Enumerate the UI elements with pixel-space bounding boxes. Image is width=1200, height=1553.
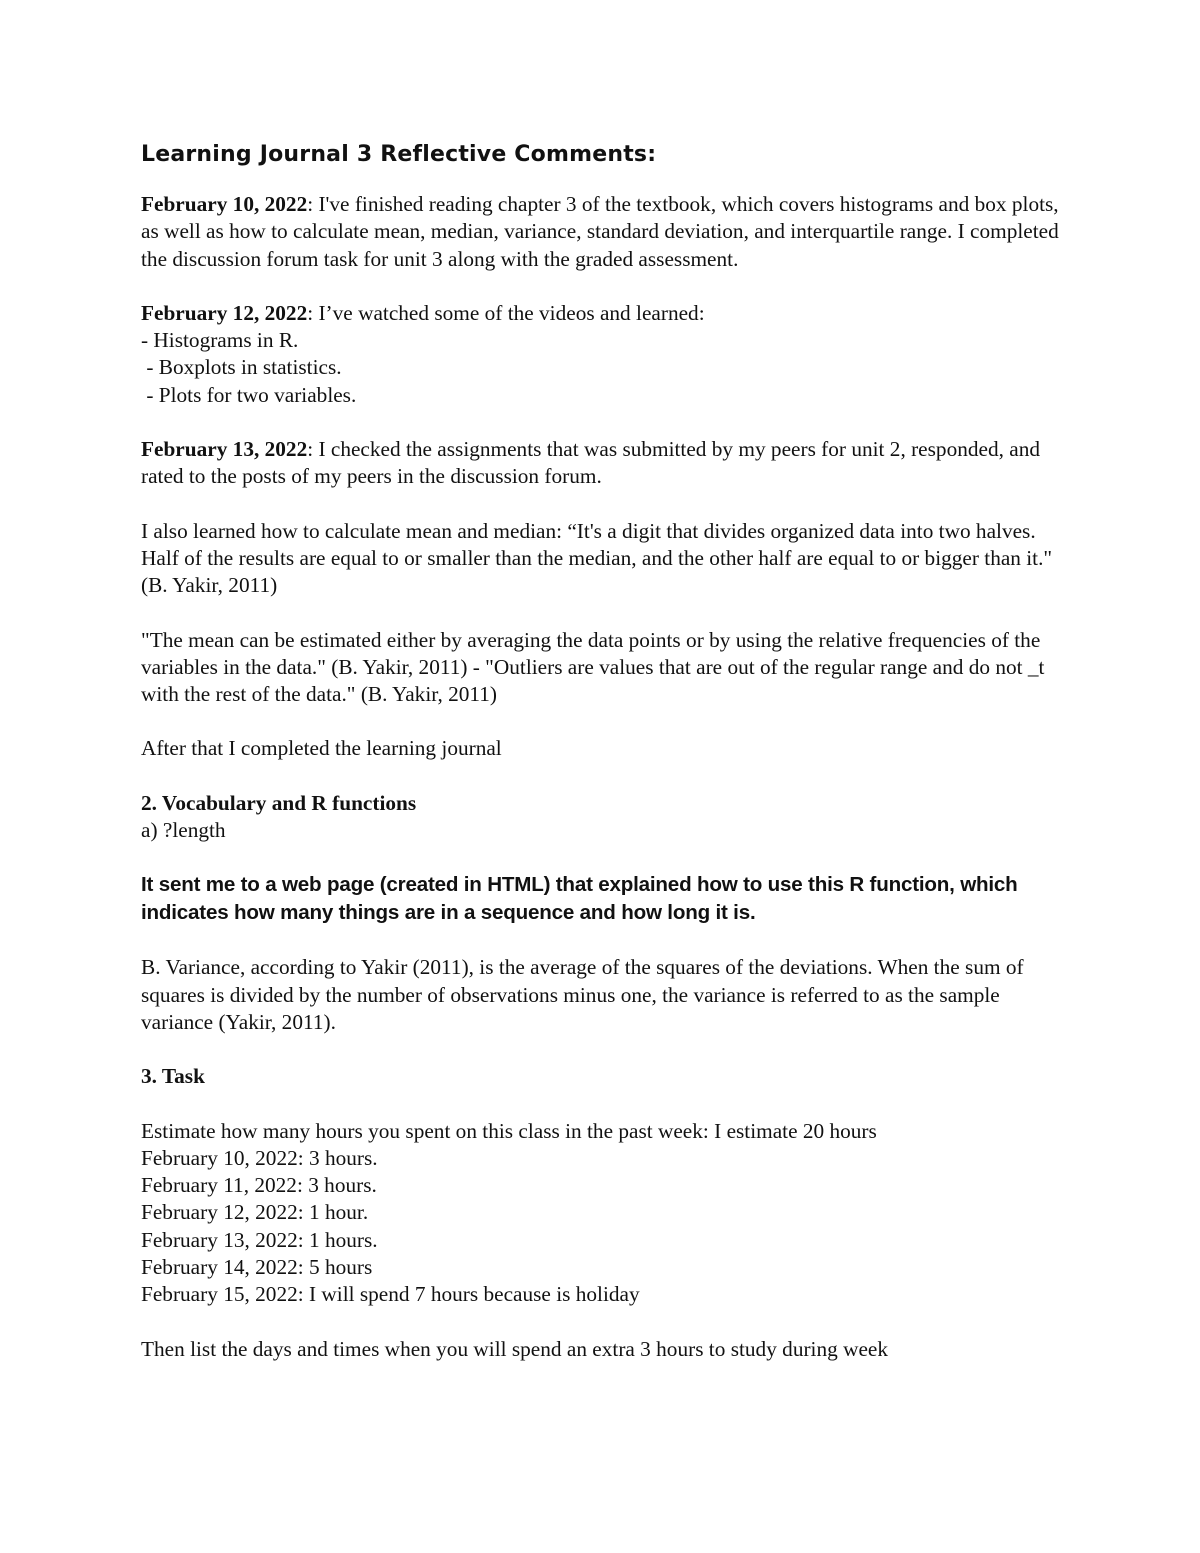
after-paragraph: After that I completed the learning journal	[141, 736, 502, 761]
hours-line: February 11, 2022: 3 hours.	[141, 1173, 377, 1198]
item-a: a) ?length	[141, 818, 226, 843]
list-item: - Plots for two variables.	[141, 382, 357, 407]
hours-line: February 15, 2022: I will spend 7 hours because is holiday	[141, 1282, 640, 1307]
entry-text: : I've finished reading chapter 3 of the textbook, which covers histograms and box plots, as well as how to calculate mean, median, variance, standard deviation, and interquartile range. I completed the discussion forum task for unit 3 along with the graded assessment.	[141, 192, 1059, 271]
journal-entry-feb-10	[141, 191, 1071, 273]
hours-line: February 14, 2022: 5 hours	[141, 1255, 373, 1280]
document-title: Learning Journal 3 Reflective Comments:	[141, 142, 657, 167]
hours-line: February 10, 2022: 3 hours.	[141, 1145, 378, 1170]
bold-answer-paragraph: It sent me to a web page (created in HTML) that explained how to use this R function, which indicates how many things are in a sequence and how long it is.	[141, 873, 1018, 925]
list-item: - Boxplots in statistics.	[141, 355, 342, 380]
hours-estimate-block	[141, 1118, 1071, 1309]
entry-date: February 12, 2022	[141, 300, 308, 325]
list-item: - Histograms in R.	[141, 328, 299, 353]
section-2-heading: 2. Vocabulary and R functions	[141, 790, 417, 815]
median-quote-paragraph: I also learned how to calculate mean and median: “It's a digit that divides organized data into two halves. Half of the results are equal to or smaller than the median, and the other half are equal to or bigger than it." (B. Yakir, 2011)	[141, 518, 1053, 598]
hours-line: February 12, 2022: 1 hour.	[141, 1200, 369, 1225]
entry-text: : I’ve watched some of the videos and learned:	[307, 300, 705, 325]
journal-entry-feb-13	[141, 436, 1071, 491]
document-page	[141, 138, 1071, 1363]
journal-entry-feb-12	[141, 300, 1071, 409]
section-3-heading: 3. Task	[141, 1064, 205, 1089]
estimate-line: Estimate how many hours you spent on this class in the past week: I estimate 20 hours	[141, 1118, 877, 1143]
closing-paragraph: Then list the days and times when you will spend an extra 3 hours to study during week	[141, 1336, 889, 1361]
entry-date: February 10, 2022	[141, 192, 308, 216]
variance-paragraph: B. Variance, according to Yakir (2011), is the average of the squares of the deviations. When the sum of squares is divided by the number of observations minus one, the variance is referred to as the sample variance (Yakir, 2011).	[141, 955, 1024, 1034]
entry-date: February 13, 2022	[141, 437, 308, 462]
mean-quote-paragraph: "The mean can be estimated either by averaging the data points or by using the relative frequencies of the variables in the data." (B. Yakir, 2011) - "Outliers are values that are out of the regular range and do not _t with the rest of the data." (B. Yakir, 2011)	[141, 627, 1045, 707]
entry-text: : I checked the assignments that was submitted by my peers for unit 2, responded, and rated to the posts of my peers in the discussion forum.	[141, 437, 1041, 489]
hours-line: February 13, 2022: 1 hours.	[141, 1227, 378, 1252]
